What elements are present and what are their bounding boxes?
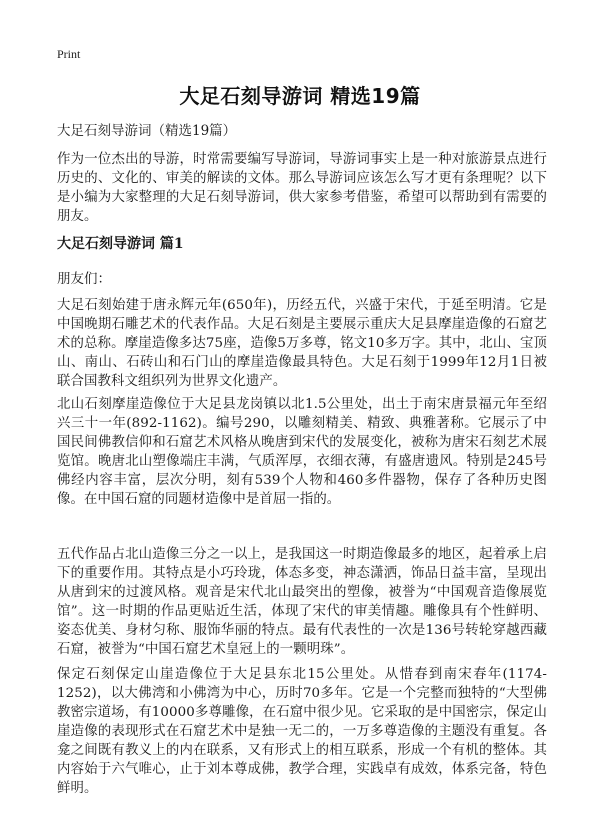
body-paragraph-2: 北山石刻摩崖造像位于大足县龙岗镇以北1.5公里处，出土于南宋唐景福元年至绍兴三十一年(892-1162)。编号290，以雕刻精美、精致、典雅著称。它展示了中国民间佛教信仰和石窟艺术风格从晚唐到宋代的发展变化，被称为唐宋石刻艺术展览馆。晚唐北山塑像端庄丰满，气质浑厚，衣细衣薄，有盛唐遗风。特别是245号佛经内容丰富，层次分明，刻有539个人物和460多件器物，保存了各种历史图像。在中国石窟的同题材造像中是首屈一指的。 <box>57 397 547 507</box>
page-title: 大足石刻导游词 精选19篇 <box>179 84 421 108</box>
print-link[interactable]: Print <box>57 47 81 61</box>
greeting-text: 朋友们： <box>57 271 111 287</box>
body-paragraph-1: 大足石刻始建于唐永辉元年(650年)，历经五代，兴盛于宋代，于延至明清。它是中国晚期石雕艺术的代表作品。大足石刻是主要展示重庆大足县摩崖造像的石窟艺术的总称。摩崖造像多达75座，造像5万多尊，铭文10多万字。其中，北山、宝顶山、南山、石砖山和石门山的摩崖造像最具特色。大足石刻于1999年12月1日被联合国教科文组织列为世界文化遗产。 <box>57 298 547 389</box>
section-heading: 大足石刻导游词 篇1 <box>57 236 184 252</box>
body-paragraph-3: 五代作品占北山造像三分之一以上，是我国这一时期造像最多的地区，起着承上启下的重要作用。其特点是小巧玲珑，体态多变，神态潇洒，饰品日益丰富，呈现出从唐到宋的过渡风格。观音是宋代北山最突出的塑像，被誉为“中国观音造像展览馆”。这一时期的作品更贴近生活，体现了宋代的审美情趣。雕像具有个性鲜明、姿态优美、身材匀称、服饰华丽的特点。最有代表性的一次是136号转轮穿越西藏石窟，被誉为“中国石窟艺术皇冠上的一颗明珠”。 <box>57 547 547 657</box>
body-paragraph-4: 保定石刻保定山崖造像位于大足县东北15公里处。从惜春到南宋春年(1174-1252)，以大佛湾和小佛湾为中心，历时70多年。它是一个完整而独特的“大型佛教密宗道场，有10000多尊雕像，在石窟中很少见。它采取的是中国密宗，保定山崖造像的表现形式在石窟艺术中是独一无二的，一万多尊造像的主题没有重复。各龛之间既有教义上的内在联系，又有形式上的相互联系，形成一个有机的整体。其内容始于六气唯心，止于刘本尊成佛，教学合理，实践卓有成效，体系完备，特色鲜明。 <box>57 667 547 796</box>
intro-paragraph: 作为一位杰出的导游，时常需要编写导游词，导游词事实上是一种对旅游景点进行历史的、文化的、审美的解读的文体。那么导游词应该怎么写才更有条理呢？以下是小编为大家整理的大足石刻导游词，供大家参考借鉴，希望可以帮助到有需要的朋友。 <box>57 152 547 224</box>
document-subtitle: 大足石刻导游词（精选19篇） <box>57 123 237 139</box>
